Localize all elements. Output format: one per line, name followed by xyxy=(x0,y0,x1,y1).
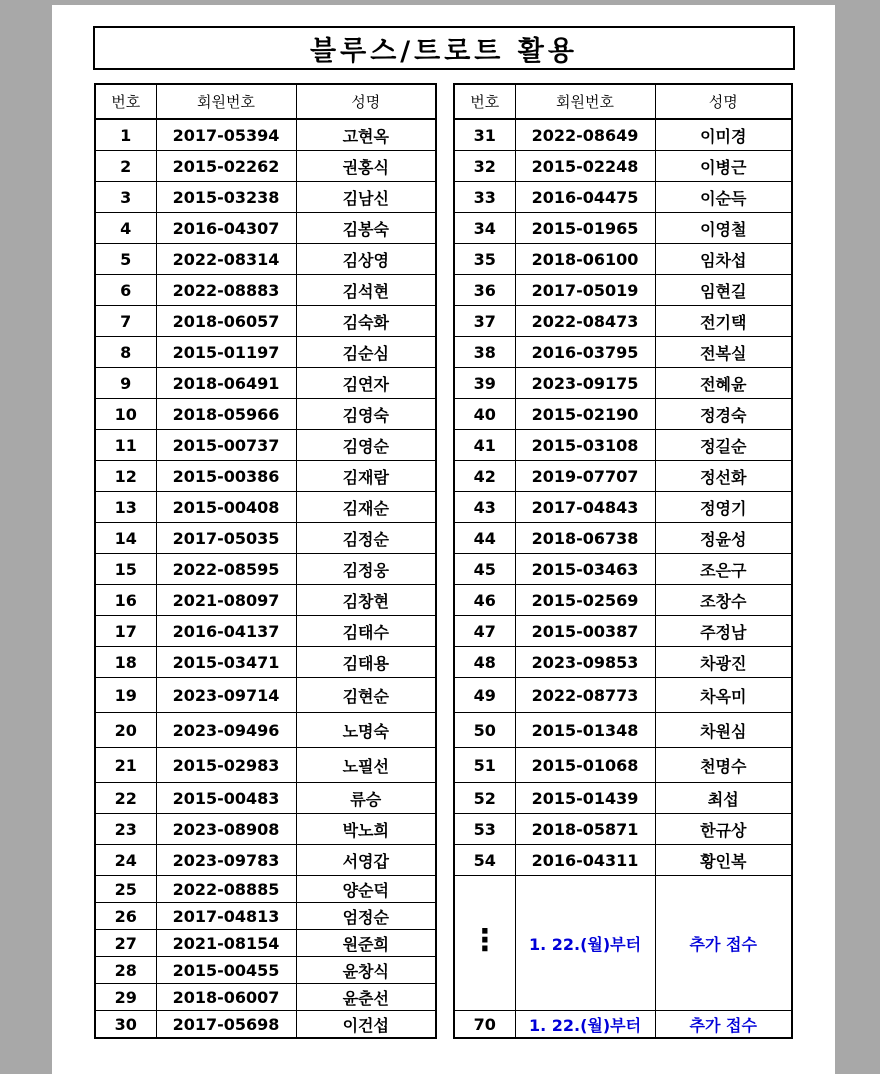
member-id: 2015-00737 xyxy=(156,430,296,461)
member-name: 이영철 xyxy=(655,213,792,244)
table-row xyxy=(454,119,792,151)
header-number: 번호 xyxy=(95,84,156,119)
extra-registration-row xyxy=(454,876,792,1011)
member-name: 고현옥 xyxy=(296,119,436,151)
member-name: 차옥미 xyxy=(655,678,792,713)
table-header-row xyxy=(454,84,792,119)
table-row xyxy=(95,814,436,845)
row-number: 22 xyxy=(95,783,156,814)
row-number: 30 xyxy=(95,1011,156,1039)
member-name: 김숙화 xyxy=(296,306,436,337)
member-name: 김태용 xyxy=(296,647,436,678)
row-number: 14 xyxy=(95,523,156,554)
row-number: 27 xyxy=(95,930,156,957)
row-number: 4 xyxy=(95,213,156,244)
row-number: 26 xyxy=(95,903,156,930)
row-number: 53 xyxy=(454,814,515,845)
member-id: 2015-02190 xyxy=(515,399,655,430)
member-name: 김현순 xyxy=(296,678,436,713)
header-member-id: 회원번호 xyxy=(156,84,296,119)
member-name: 김석현 xyxy=(296,275,436,306)
row-number: 9 xyxy=(95,368,156,399)
member-id: 2015-02569 xyxy=(515,585,655,616)
member-id: 2022-08773 xyxy=(515,678,655,713)
row-number: 7 xyxy=(95,306,156,337)
table-row xyxy=(95,678,436,713)
table-row xyxy=(95,713,436,748)
row-number: 12 xyxy=(95,461,156,492)
row-number: 49 xyxy=(454,678,515,713)
table-row xyxy=(454,368,792,399)
member-id: 2016-04311 xyxy=(515,845,655,876)
member-name: 정선화 xyxy=(655,461,792,492)
table-row xyxy=(95,430,436,461)
table-row xyxy=(95,151,436,182)
member-id: 2016-04137 xyxy=(156,616,296,647)
member-id: 2017-04813 xyxy=(156,903,296,930)
extra-registration-note: 추가 접수 xyxy=(655,1011,792,1039)
table-row xyxy=(95,461,436,492)
member-name: 임차섭 xyxy=(655,244,792,275)
ellipsis-glyph: ⋮ xyxy=(469,923,500,958)
member-table-left-body xyxy=(95,119,436,1038)
member-id: 2023-09853 xyxy=(515,647,655,678)
row-number: 52 xyxy=(454,783,515,814)
table-row xyxy=(95,337,436,368)
extra-registration-date: 1. 22.(월)부터 xyxy=(515,1011,655,1039)
member-id: 2022-08595 xyxy=(156,554,296,585)
member-name: 김순심 xyxy=(296,337,436,368)
row-number: 11 xyxy=(95,430,156,461)
member-id: 2023-09714 xyxy=(156,678,296,713)
table-row xyxy=(95,616,436,647)
row-number: 2 xyxy=(95,151,156,182)
table-row xyxy=(454,461,792,492)
table-row xyxy=(95,984,436,1011)
row-number: 28 xyxy=(95,957,156,984)
member-name: 김정순 xyxy=(296,523,436,554)
member-name: 조창수 xyxy=(655,585,792,616)
row-number: 31 xyxy=(454,119,515,151)
row-number: 17 xyxy=(95,616,156,647)
member-id: 2015-02262 xyxy=(156,151,296,182)
row-number: 37 xyxy=(454,306,515,337)
member-id: 2015-00387 xyxy=(515,616,655,647)
member-id: 2022-08649 xyxy=(515,119,655,151)
table-row xyxy=(95,1011,436,1039)
table-row xyxy=(95,213,436,244)
member-id: 2023-09496 xyxy=(156,713,296,748)
row-number: 35 xyxy=(454,244,515,275)
member-name: 엄정순 xyxy=(296,903,436,930)
member-id: 2021-08154 xyxy=(156,930,296,957)
member-id: 2015-01068 xyxy=(515,748,655,783)
table-row xyxy=(454,182,792,213)
member-table-right xyxy=(453,83,793,1039)
member-name: 윤창식 xyxy=(296,957,436,984)
extra-registration-note: 추가 접수 xyxy=(655,876,792,1011)
table-row xyxy=(454,678,792,713)
member-id: 2015-03108 xyxy=(515,430,655,461)
table-row xyxy=(95,876,436,903)
member-id: 2015-03471 xyxy=(156,647,296,678)
member-name: 김정웅 xyxy=(296,554,436,585)
member-id: 2023-08908 xyxy=(156,814,296,845)
vertical-ellipsis xyxy=(454,876,515,1011)
table-row xyxy=(454,748,792,783)
table-row xyxy=(95,783,436,814)
member-id: 2015-00408 xyxy=(156,492,296,523)
member-name: 전혜윤 xyxy=(655,368,792,399)
row-number: 42 xyxy=(454,461,515,492)
row-number: 70 xyxy=(454,1011,515,1039)
member-name: 김봉숙 xyxy=(296,213,436,244)
row-number: 51 xyxy=(454,748,515,783)
row-number: 29 xyxy=(95,984,156,1011)
row-number: 10 xyxy=(95,399,156,430)
member-table-right-body xyxy=(454,119,792,1038)
member-name: 윤춘선 xyxy=(296,984,436,1011)
member-name: 임현길 xyxy=(655,275,792,306)
row-number: 45 xyxy=(454,554,515,585)
member-id: 2015-00455 xyxy=(156,957,296,984)
row-number: 5 xyxy=(95,244,156,275)
member-name: 김재람 xyxy=(296,461,436,492)
member-id: 2019-07707 xyxy=(515,461,655,492)
row-number: 20 xyxy=(95,713,156,748)
member-name: 김연자 xyxy=(296,368,436,399)
table-row xyxy=(454,306,792,337)
extra-registration-date: 1. 22.(월)부터 xyxy=(515,876,655,1011)
member-name: 조은구 xyxy=(655,554,792,585)
member-name: 차원심 xyxy=(655,713,792,748)
member-name: 권홍식 xyxy=(296,151,436,182)
row-number: 39 xyxy=(454,368,515,399)
header-name: 성명 xyxy=(296,84,436,119)
table-row xyxy=(95,957,436,984)
member-id: 2022-08473 xyxy=(515,306,655,337)
table-row xyxy=(454,399,792,430)
table-row xyxy=(454,213,792,244)
row-number: 24 xyxy=(95,845,156,876)
table-row xyxy=(95,585,436,616)
member-id: 2018-05966 xyxy=(156,399,296,430)
member-id: 2015-00386 xyxy=(156,461,296,492)
row-number: 46 xyxy=(454,585,515,616)
member-name: 황인복 xyxy=(655,845,792,876)
member-id: 2017-04843 xyxy=(515,492,655,523)
member-id: 2015-00483 xyxy=(156,783,296,814)
table-row xyxy=(95,399,436,430)
member-id: 2018-06738 xyxy=(515,523,655,554)
table-row xyxy=(95,647,436,678)
table-row xyxy=(95,492,436,523)
member-id: 2016-04475 xyxy=(515,182,655,213)
row-number: 44 xyxy=(454,523,515,554)
row-number: 8 xyxy=(95,337,156,368)
table-row xyxy=(95,930,436,957)
member-name: 박노희 xyxy=(296,814,436,845)
table-row xyxy=(454,616,792,647)
member-name: 류승 xyxy=(296,783,436,814)
member-id: 2023-09783 xyxy=(156,845,296,876)
row-number: 40 xyxy=(454,399,515,430)
table-row xyxy=(454,845,792,876)
table-header-row xyxy=(95,84,436,119)
member-id: 2016-04307 xyxy=(156,213,296,244)
table-row xyxy=(454,151,792,182)
member-id: 2015-01439 xyxy=(515,783,655,814)
table-row xyxy=(454,814,792,845)
member-name: 정영기 xyxy=(655,492,792,523)
member-name: 김영순 xyxy=(296,430,436,461)
member-name: 이미경 xyxy=(655,119,792,151)
member-id: 2022-08314 xyxy=(156,244,296,275)
row-number: 13 xyxy=(95,492,156,523)
member-id: 2021-08097 xyxy=(156,585,296,616)
table-row xyxy=(454,430,792,461)
member-id: 2015-01965 xyxy=(515,213,655,244)
row-number: 25 xyxy=(95,876,156,903)
row-number: 54 xyxy=(454,845,515,876)
table-row xyxy=(95,119,436,151)
member-id: 2015-02983 xyxy=(156,748,296,783)
member-name: 이병근 xyxy=(655,151,792,182)
row-number: 48 xyxy=(454,647,515,678)
row-number: 6 xyxy=(95,275,156,306)
row-number: 41 xyxy=(454,430,515,461)
row-number: 3 xyxy=(95,182,156,213)
member-id: 2015-01197 xyxy=(156,337,296,368)
member-name: 정길순 xyxy=(655,430,792,461)
member-name: 정경숙 xyxy=(655,399,792,430)
row-number: 18 xyxy=(95,647,156,678)
table-row xyxy=(95,748,436,783)
table-row xyxy=(454,244,792,275)
member-id: 2018-05871 xyxy=(515,814,655,845)
table-row xyxy=(454,337,792,368)
member-id: 2017-05019 xyxy=(515,275,655,306)
table-row xyxy=(95,182,436,213)
row-number: 15 xyxy=(95,554,156,585)
member-name: 천명수 xyxy=(655,748,792,783)
row-number: 23 xyxy=(95,814,156,845)
member-name: 김남신 xyxy=(296,182,436,213)
member-name: 김창현 xyxy=(296,585,436,616)
member-name: 노필선 xyxy=(296,748,436,783)
member-name: 한규상 xyxy=(655,814,792,845)
member-name: 김영숙 xyxy=(296,399,436,430)
table-row xyxy=(95,903,436,930)
member-name: 이순득 xyxy=(655,182,792,213)
row-number: 1 xyxy=(95,119,156,151)
member-name: 전복실 xyxy=(655,337,792,368)
table-row xyxy=(454,585,792,616)
table-row xyxy=(95,306,436,337)
row-number: 50 xyxy=(454,713,515,748)
member-id: 2018-06007 xyxy=(156,984,296,1011)
member-name: 원준희 xyxy=(296,930,436,957)
member-name: 최섭 xyxy=(655,783,792,814)
row-number: 19 xyxy=(95,678,156,713)
member-id: 2023-09175 xyxy=(515,368,655,399)
table-row xyxy=(95,523,436,554)
row-number: 33 xyxy=(454,182,515,213)
member-id: 2015-02248 xyxy=(515,151,655,182)
header-number: 번호 xyxy=(454,84,515,119)
member-name: 김태수 xyxy=(296,616,436,647)
member-name: 정윤성 xyxy=(655,523,792,554)
member-id: 2016-03795 xyxy=(515,337,655,368)
table-row xyxy=(454,647,792,678)
member-id: 2015-03238 xyxy=(156,182,296,213)
member-id: 2018-06491 xyxy=(156,368,296,399)
member-name: 김상영 xyxy=(296,244,436,275)
row-number: 36 xyxy=(454,275,515,306)
row-number: 21 xyxy=(95,748,156,783)
table-row xyxy=(454,1011,792,1039)
member-id: 2018-06100 xyxy=(515,244,655,275)
table-row xyxy=(454,554,792,585)
member-name: 김재순 xyxy=(296,492,436,523)
member-name: 이건섭 xyxy=(296,1011,436,1039)
table-row xyxy=(95,244,436,275)
member-id: 2022-08883 xyxy=(156,275,296,306)
table-row xyxy=(95,554,436,585)
table-row xyxy=(95,275,436,306)
member-id: 2015-01348 xyxy=(515,713,655,748)
member-id: 2017-05394 xyxy=(156,119,296,151)
member-id: 2017-05035 xyxy=(156,523,296,554)
row-number: 47 xyxy=(454,616,515,647)
table-row xyxy=(454,523,792,554)
member-id: 2017-05698 xyxy=(156,1011,296,1039)
page-title: 블루스/트로트 활용 xyxy=(93,26,795,70)
member-name: 서영갑 xyxy=(296,845,436,876)
table-row xyxy=(454,275,792,306)
header-member-id: 회원번호 xyxy=(515,84,655,119)
member-name: 차광진 xyxy=(655,647,792,678)
table-row xyxy=(454,783,792,814)
row-number: 16 xyxy=(95,585,156,616)
member-name: 양순덕 xyxy=(296,876,436,903)
member-name: 주정남 xyxy=(655,616,792,647)
table-row xyxy=(454,492,792,523)
member-name: 노명숙 xyxy=(296,713,436,748)
header-name: 성명 xyxy=(655,84,792,119)
member-table-left xyxy=(94,83,437,1039)
row-number: 38 xyxy=(454,337,515,368)
table-row xyxy=(95,845,436,876)
row-number: 34 xyxy=(454,213,515,244)
member-id: 2022-08885 xyxy=(156,876,296,903)
member-name: 전기택 xyxy=(655,306,792,337)
row-number: 43 xyxy=(454,492,515,523)
table-row xyxy=(454,713,792,748)
table-row xyxy=(95,368,436,399)
member-id: 2018-06057 xyxy=(156,306,296,337)
row-number: 32 xyxy=(454,151,515,182)
member-id: 2015-03463 xyxy=(515,554,655,585)
